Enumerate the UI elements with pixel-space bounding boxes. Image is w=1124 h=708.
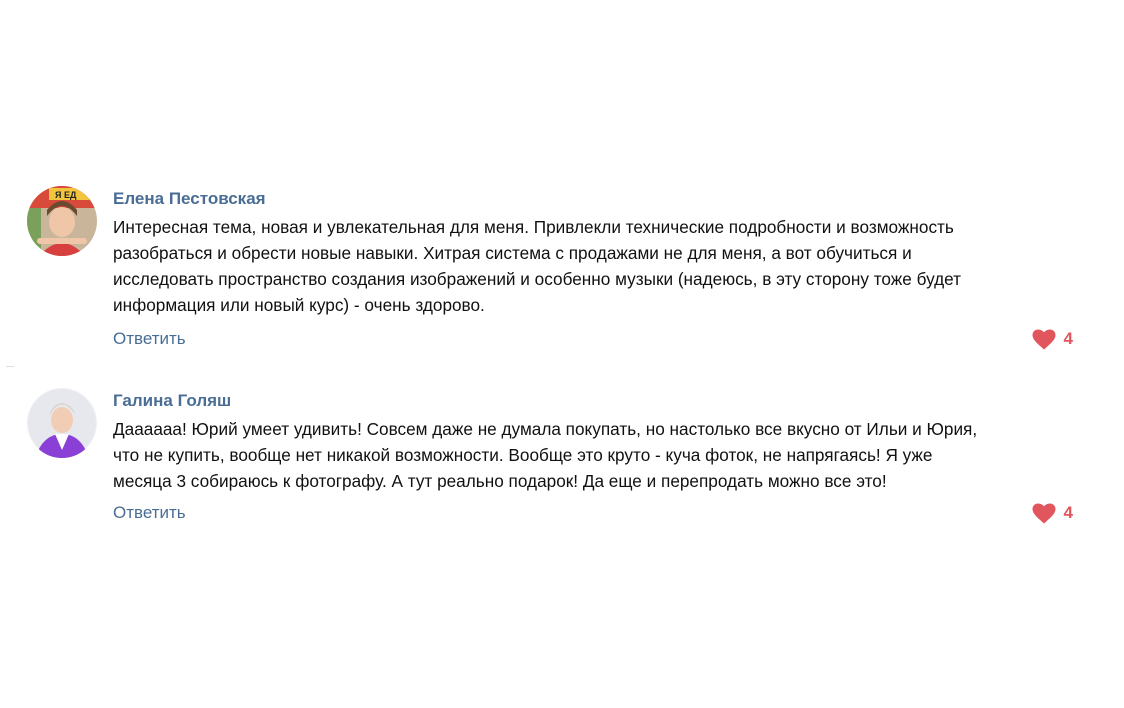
comment-body: [113, 388, 1073, 526]
comment-text: Даааааа! Юрий умеет удивить! Совсем даже не думала покупать, но настолько все вкусно от Ильи и Юрия, что не купить, вообще нет никакой возможности. Вообще это круто - куча фоток, не напрягаясь! Я уже месяца 3 собираюсь к фотографу. А тут реально подарок! Да еще и перепродать можно все это!: [113, 419, 978, 491]
heart-icon: [1032, 503, 1056, 524]
comment-text: Интересная тема, новая и увлекательная для меня. Привлекли технические подробности и возможность разобраться и обрести новые навыки. Хитрая система с продажами не для меня, а вот обучиться и исследовать пространство создания изображений и особенно музыки (надеюсь, в эту сторону тоже будет информация или новый курс) - очень здорово.: [113, 217, 961, 315]
like-count: 4: [1063, 329, 1073, 348]
comment-actions: [113, 326, 1073, 352]
reply-button[interactable]: Ответить: [113, 329, 186, 348]
avatar-image: [27, 186, 97, 256]
avatar[interactable]: [27, 186, 97, 256]
like-count: 4: [1063, 503, 1073, 522]
avatar-badge-text: Я ЕД: [55, 190, 77, 200]
reply-button[interactable]: Ответить: [113, 503, 186, 522]
avatar[interactable]: [27, 388, 97, 458]
comment-author[interactable]: Елена Пестовская: [113, 189, 266, 208]
like-button[interactable]: [1032, 326, 1073, 352]
avatar-image: [27, 388, 97, 458]
heart-icon: [1032, 329, 1056, 350]
comment-author[interactable]: Галина Голяш: [113, 391, 232, 410]
divider: [6, 366, 14, 367]
like-button[interactable]: [1032, 500, 1073, 526]
comment-actions: [113, 500, 1073, 526]
comment-body: [113, 186, 1073, 352]
